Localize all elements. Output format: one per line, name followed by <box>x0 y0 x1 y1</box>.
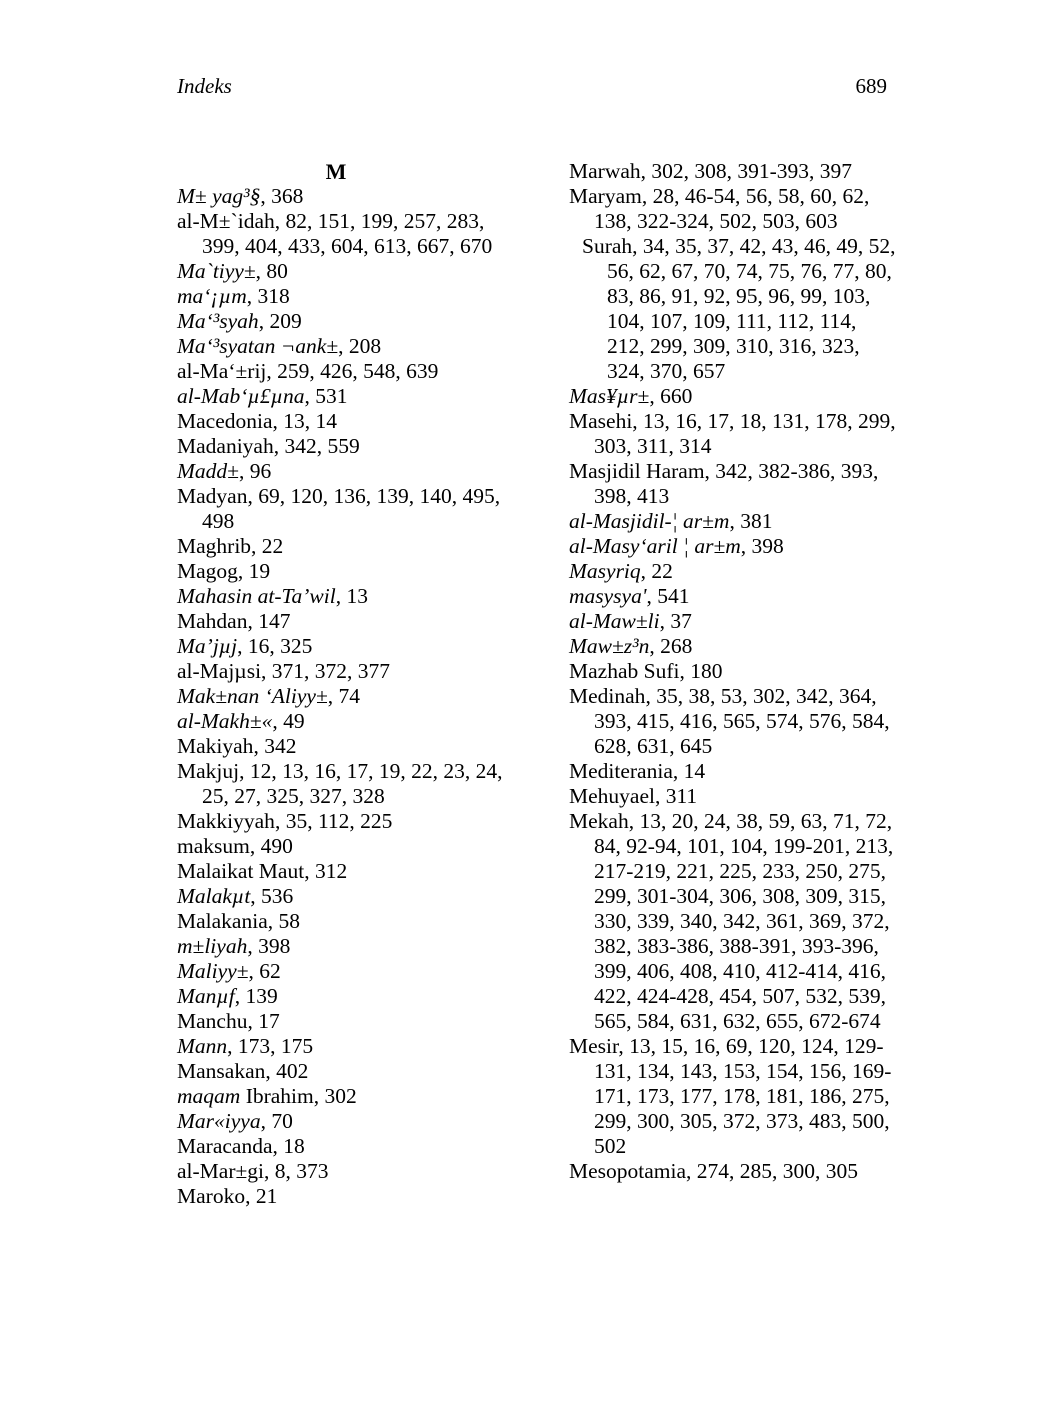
index-term: Maw±z³n <box>569 634 650 658</box>
index-entry <box>177 534 522 559</box>
index-term: Masehi <box>569 409 633 433</box>
index-entry <box>177 859 522 884</box>
index-page-refs: , 70 <box>260 1109 293 1133</box>
index-term: Mas¥µr± <box>569 384 650 408</box>
index-page-refs: , 541 <box>646 584 690 608</box>
index-term: Mesir <box>569 1034 619 1058</box>
index-page-refs: , 18 <box>272 1134 305 1158</box>
index-entry <box>177 884 522 909</box>
index-term: Makjuj <box>177 759 240 783</box>
index-entry <box>569 409 899 459</box>
index-term: Mazhab Sufi <box>569 659 680 683</box>
index-page-refs: , 402 <box>265 1059 309 1083</box>
index-entry <box>177 334 522 359</box>
index-page-refs: , 342, 559 <box>273 434 360 458</box>
index-term: Manµf <box>177 984 235 1008</box>
index-term: al-Mar±gi <box>177 1159 265 1183</box>
index-term: Mahdan <box>177 609 248 633</box>
index-page-refs: , 536 <box>250 884 294 908</box>
index-term: Malakania <box>177 909 268 933</box>
index-page-refs: , 368 <box>260 184 304 208</box>
index-entry <box>177 1184 522 1209</box>
index-term: maqam <box>177 1084 241 1108</box>
index-entry <box>569 459 899 509</box>
index-entry <box>569 584 899 609</box>
index-entry <box>177 459 522 484</box>
index-page-refs: , 69, 120, 136, 139, 140, 495, 498 <box>202 484 501 533</box>
index-term: Ma‘³syah <box>177 309 259 333</box>
index-term: Madaniyah <box>177 434 274 458</box>
index-entry <box>177 384 522 409</box>
index-entry <box>569 684 899 759</box>
index-entry <box>177 1109 522 1134</box>
index-entry <box>177 284 522 309</box>
index-entry <box>177 184 522 209</box>
index-page-refs: , 398 <box>740 534 784 558</box>
index-page-refs: , 139 <box>234 984 278 1008</box>
index-term: Mediterania <box>569 759 673 783</box>
index-entry <box>569 159 899 184</box>
index-term: Mesopotamia <box>569 1159 687 1183</box>
index-entry <box>177 1159 522 1184</box>
index-term: Mehuyael <box>569 784 655 808</box>
index-page-refs: , 208 <box>338 334 382 358</box>
index-entry <box>569 609 899 634</box>
index-page-refs: , 381 <box>729 509 773 533</box>
index-page-refs: , 274, 285, 300, 305 <box>686 1159 859 1183</box>
index-entry <box>569 784 899 809</box>
index-term: Mahasin at-Ta’wil <box>177 584 336 608</box>
index-entry <box>177 984 522 1009</box>
index-term: al-Masy‘aril ¦ ar±m <box>569 534 741 558</box>
index-entry <box>177 959 522 984</box>
index-term: al-Makh±« <box>177 709 273 733</box>
index-page-refs: , 660 <box>649 384 693 408</box>
index-entry <box>177 434 522 459</box>
index-term: masysya' <box>569 584 647 608</box>
index-entry <box>177 609 522 634</box>
index-term: Ma‘³syatan ¬ank± <box>177 334 339 358</box>
index-page-refs: , 312 <box>304 859 348 883</box>
index-page-refs: , 173, 175 <box>227 1034 314 1058</box>
index-term: Masyriq <box>569 559 641 583</box>
index-entry <box>569 1034 899 1159</box>
index-entry <box>177 734 522 759</box>
index-term: Ma`tiyy± <box>177 259 256 283</box>
index-term: Macedonia <box>177 409 273 433</box>
index-page-refs: , 311 <box>654 784 698 808</box>
index-term: al-M±`idah <box>177 209 275 233</box>
index-page-refs: , 19 <box>237 559 271 583</box>
index-page-refs: , 37 <box>659 609 692 633</box>
running-title: Indeks <box>177 74 232 98</box>
index-page-refs: , 74 <box>327 684 361 708</box>
index-term: Madyan <box>177 484 248 508</box>
index-page-refs: , 398 <box>247 934 291 958</box>
index-term: Ma’jµj <box>177 634 238 658</box>
index-entry <box>569 559 899 584</box>
index-entry <box>177 1084 522 1109</box>
index-page-refs: , 209 <box>258 309 302 333</box>
index-term: Makiyah <box>177 734 254 758</box>
index-entry <box>569 759 899 784</box>
index-term: Maroko <box>177 1184 246 1208</box>
index-page-refs: , 371, 372, 377 <box>261 659 391 683</box>
index-page-refs: , 35, 112, 225 <box>274 809 393 833</box>
index-entry <box>569 509 899 534</box>
index-page-refs: , 318 <box>246 284 290 308</box>
index-entry <box>569 384 899 409</box>
index-page-refs: , 21 <box>245 1184 278 1208</box>
index-page-refs: , 28, 46-54, 56, 58, 60, 62, 138, 322-324, 502, 503, 603 <box>594 184 870 233</box>
index-page-refs: , 34, 35, 37, 42, 43, 46, 49, 52, 56, 62, 67, 70, 74, 75, 76, 77, 80, 83, 86, 91, 92, 95, 96, 99, 103, 104, 107, 109, 111, 112, 114, 212, 299, 309, 310, 316, 323, 324, 370, 657 <box>607 234 896 383</box>
index-term: M± yag³§ <box>177 184 261 208</box>
index-page-refs: , 35, 38, 53, 302, 342, 364, 393, 415, 416, 565, 574, 576, 584, 628, 631, 645 <box>594 684 890 758</box>
index-entry <box>177 809 522 834</box>
index-entry <box>177 1059 522 1084</box>
index-entry <box>177 909 522 934</box>
index-page-refs: , 302, 308, 391-393, 397 <box>640 159 853 183</box>
index-entry <box>177 759 522 809</box>
index-subentry <box>569 234 899 384</box>
index-term: Masjidil Haram <box>569 459 705 483</box>
index-page-refs: , 49 <box>272 709 305 733</box>
index-page-refs: , 13 <box>335 584 368 608</box>
index-entry <box>177 659 522 684</box>
index-entry <box>177 484 522 534</box>
index-page-refs: , 82, 151, 199, 257, 283, 399, 404, 433, 604, 613, 667, 670 <box>202 209 493 258</box>
index-page-refs: , 58 <box>267 909 300 933</box>
index-page-refs: , 22 <box>251 534 284 558</box>
index-page-refs: , 80 <box>255 259 288 283</box>
index-page-refs: , 8, 373 <box>264 1159 329 1183</box>
index-page-refs: , 13, 16, 17, 18, 131, 178, 299, 303, 311, 314 <box>594 409 896 458</box>
index-page-refs: , 531 <box>304 384 348 408</box>
index-term: Malakµt <box>177 884 251 908</box>
index-term: Medinah <box>569 684 646 708</box>
page-number: 689 <box>855 74 887 98</box>
index-term: maksum <box>177 834 250 858</box>
index-term: m±liyah <box>177 934 248 958</box>
index-entry <box>177 1009 522 1034</box>
index-page-refs: , 180 <box>679 659 723 683</box>
index-entry <box>569 1159 899 1184</box>
index-term: al-Maw±li <box>569 609 660 633</box>
index-page-refs: , 490 <box>249 834 293 858</box>
index-entry <box>177 559 522 584</box>
index-term: Mar«iyya <box>177 1109 261 1133</box>
index-page-refs: , 62 <box>248 959 281 983</box>
index-entry <box>177 209 522 259</box>
index-term: Magog <box>177 559 238 583</box>
index-page-refs: , 147 <box>247 609 291 633</box>
index-entry <box>177 684 522 709</box>
index-column-right <box>569 159 899 1184</box>
index-term: Surah <box>582 234 633 258</box>
index-term: al-Majµsi <box>177 659 262 683</box>
index-term: Malaikat Maut <box>177 859 305 883</box>
index-entry <box>177 934 522 959</box>
index-term: Marwah <box>569 159 641 183</box>
index-term: ma‘¡µm <box>177 284 247 308</box>
index-term: Maracanda <box>177 1134 273 1158</box>
index-term: al-Masjidil-¦ ar±m <box>569 509 730 533</box>
index-entry <box>177 1134 522 1159</box>
index-term: Maliyy± <box>177 959 249 983</box>
index-entry <box>177 1034 522 1059</box>
index-entry <box>177 709 522 734</box>
index-page-refs: , 268 <box>649 634 693 658</box>
index-entry <box>177 634 522 659</box>
section-letter-heading: M <box>325 159 347 184</box>
index-term: Mansakan <box>177 1059 266 1083</box>
index-term: al-Mab‘µ£µna <box>177 384 305 408</box>
index-page-refs: , 342 <box>253 734 297 758</box>
index-entry <box>569 534 899 559</box>
index-entry <box>569 184 899 234</box>
index-page-refs: , 22 <box>640 559 673 583</box>
index-entry <box>569 659 899 684</box>
running-header <box>177 74 887 100</box>
index-term: Mekah <box>569 809 629 833</box>
index-page-refs: Ibrahim, 302 <box>240 1084 357 1108</box>
index-term: Maryam <box>569 184 642 208</box>
index-term: Maghrib <box>177 534 252 558</box>
index-page-refs: , 13, 14 <box>272 409 338 433</box>
index-entry <box>569 809 899 1034</box>
index-page-refs: , 17 <box>247 1009 280 1033</box>
index-page-refs: , 13, 15, 16, 69, 120, 124, 129-131, 134, 143, 153, 154, 156, 169-171, 173, 177, 178, 181, 186, 275, 299, 300, 305, 372, 373, 483, 500, 502 <box>594 1034 892 1158</box>
index-page-refs: , 14 <box>672 759 706 783</box>
index-page-refs: , 96 <box>238 459 272 483</box>
index-term: al-Ma‘±rij <box>177 359 267 383</box>
index-entry <box>569 634 899 659</box>
index-term: Mak±nan ‘Aliyy± <box>177 684 328 708</box>
index-page-refs: , 259, 426, 548, 639 <box>266 359 439 383</box>
index-entry <box>177 359 522 384</box>
index-entry <box>177 584 522 609</box>
index-term: Makkiyyah <box>177 809 275 833</box>
index-entry <box>177 309 522 334</box>
index-term: Mann <box>177 1034 228 1058</box>
index-term: Manchu <box>177 1009 248 1033</box>
index-page-refs: , 12, 13, 16, 17, 19, 22, 23, 24, 25, 27, 325, 327, 328 <box>202 759 503 808</box>
index-term: Madd± <box>177 459 239 483</box>
index-page-refs: , 13, 20, 24, 38, 59, 63, 71, 72, 84, 92-94, 101, 104, 199-201, 213, 217-219, 221, 225, 233, 250, 275, 299, 301-304, 306, 308, 309, 315, 330, 339, 340, 342, 361, 369, 372, 382, 383-386, 388-391, 393-396, 399, 406, 408, 410, 412-414, 416, 422, 424-428, 454, 507, 532, 539, 565, 584, 631, 632, 655, 672-674 <box>594 809 894 1033</box>
index-entry <box>177 834 522 859</box>
index-page-refs: , 16, 325 <box>237 634 313 658</box>
index-page-refs: , 342, 382-386, 393, 398, 413 <box>594 459 879 508</box>
index-entry <box>177 409 522 434</box>
index-entry <box>177 259 522 284</box>
index-column-left <box>177 159 522 1209</box>
